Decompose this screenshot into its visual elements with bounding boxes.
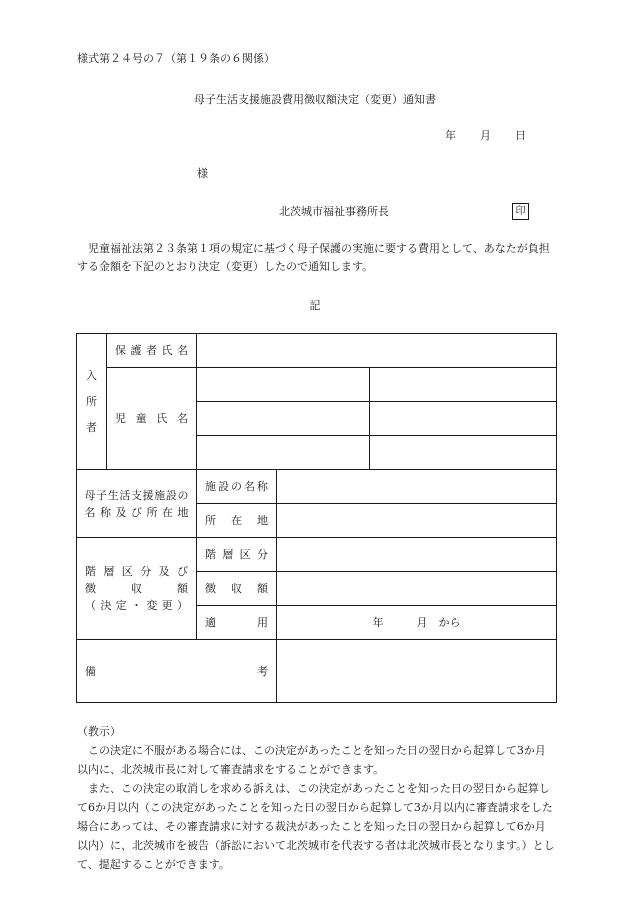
tier-label: 階層区分: [197, 538, 277, 572]
date-line: [445, 130, 526, 141]
notice-paragraph-1: この決定に不服がある場合には、この決定があったことを知った日の翌日から起算して3か月以内に、北茨城市長に対して審査請求をすることができます。: [77, 744, 546, 776]
document-title: 母子生活支援施設費用徴収額決定（変更）通知書: [194, 93, 436, 106]
collection-amount-value[interactable]: [277, 572, 557, 606]
guardian-row: [77, 334, 557, 368]
child-name-1[interactable]: [197, 368, 370, 402]
tier-row: [77, 538, 557, 572]
guardian-name-label: 保護者氏名: [107, 334, 197, 368]
addressee-suffix: 様: [197, 167, 208, 180]
tier-section-line1: 階層区分及び: [85, 565, 188, 578]
date-day: 日: [515, 129, 526, 142]
child-extra-1[interactable]: [370, 368, 557, 402]
tier-section-line2: 徴収額: [85, 582, 188, 595]
guardian-name-value[interactable]: [197, 334, 557, 368]
child-name-2[interactable]: [197, 402, 370, 436]
child-name-label: 児童氏名: [107, 368, 197, 470]
tier-section-label: [77, 538, 197, 640]
date-month: 月: [480, 129, 491, 142]
facility-location-value[interactable]: [277, 504, 557, 538]
tier-value[interactable]: [277, 538, 557, 572]
child-row: [77, 368, 557, 402]
facility-section-label: 母子生活支援施設の名称及び所在地: [77, 470, 197, 538]
main-table: [76, 333, 557, 703]
child-extra-2[interactable]: [370, 402, 557, 436]
remarks-value[interactable]: [277, 640, 557, 703]
facility-name-value[interactable]: [277, 470, 557, 504]
ki-mark: 記: [309, 299, 321, 312]
body-text: 児童福祉法第２３条第１項の規定に基づく母子保護の実施に要する費用として、あなたが負担する金額を下記のとおり決定（変更）したので通知します。: [77, 242, 550, 273]
issuer-name: 北茨城市福祉事務所長: [279, 205, 389, 218]
child-extra-3[interactable]: [370, 436, 557, 470]
notice-heading: （教示）: [77, 725, 121, 738]
resident-label: 入所者: [86, 368, 97, 434]
remarks-row: [77, 640, 557, 703]
facility-name-row: [77, 470, 557, 504]
facility-location-label: 所在地: [197, 504, 277, 538]
remarks-label: 備考: [77, 640, 277, 703]
notice-section: [77, 722, 555, 874]
facility-name-label: 施設の名称: [197, 470, 277, 504]
date-year: 年: [445, 129, 456, 142]
form-number: 様式第２４号の７（第１９条の６関係）: [77, 52, 275, 65]
collection-amount-label: 徴収額: [197, 572, 277, 606]
applicable-value: 年 月 から: [277, 606, 557, 640]
tier-section-line3: （決定・変更）: [85, 599, 188, 612]
applicable-label: 適用: [197, 606, 277, 640]
seal-mark: 印: [512, 203, 529, 220]
notice-paragraph-2: また、この決定の取消しを求める訴えは、この決定があったことを知った日の翌日から起算して6か月以内（この決定があったことを知った日の翌日から起算して3か月以内に審査請求をした場合にあっては、その審査請求に対する裁決があったことを知った日の翌日から起算して6か月以内）に、北茨城市を被告（訴訟において北茨城市を代表する者は北茨城市長となります。）として、提起することができます。: [77, 782, 555, 871]
resident-label-cell: [77, 334, 107, 470]
child-name-3[interactable]: [197, 436, 370, 470]
